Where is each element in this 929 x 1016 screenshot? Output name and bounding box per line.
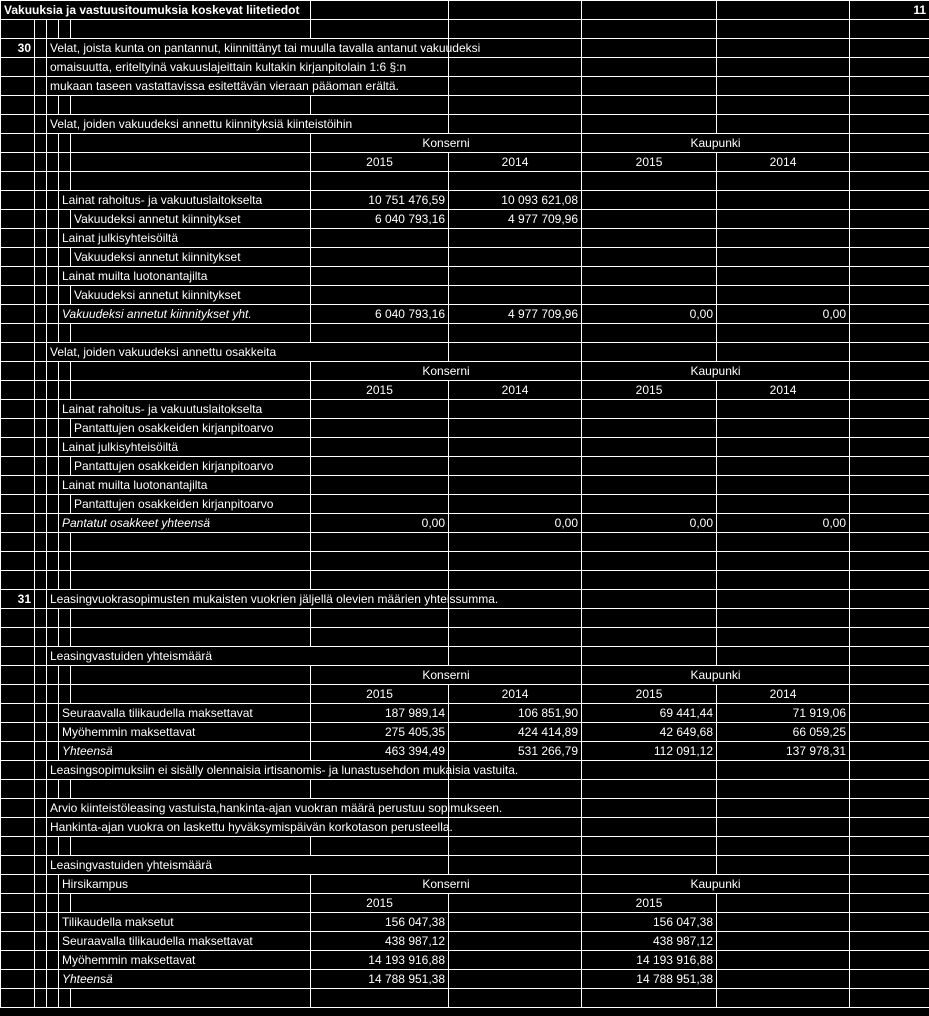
cell-value	[717, 210, 850, 229]
page-number: 11	[850, 1, 929, 20]
cell-value: 0,00	[717, 514, 850, 533]
sectionA-konserni-header: Konserni	[311, 134, 582, 153]
year-header: 2015	[582, 381, 717, 400]
cell-value: 10 751 476,59	[311, 191, 449, 210]
cell-value: 106 851,90	[449, 704, 582, 723]
row-label: Myöhemmin maksettavat	[59, 723, 311, 742]
cell-value: 0,00	[582, 305, 717, 324]
cell-value	[449, 438, 582, 457]
table-row	[1, 951, 929, 970]
cell-value: 14 788 951,38	[311, 970, 449, 989]
note30-desc-row	[1, 39, 929, 58]
cell-value	[449, 229, 582, 248]
cell-value	[311, 495, 449, 514]
cell-value	[449, 248, 582, 267]
cell-value	[311, 438, 449, 457]
cell-value: 156 047,38	[582, 913, 717, 932]
cell-value	[717, 419, 850, 438]
year-header: 2014	[717, 685, 850, 704]
cell-value	[582, 457, 717, 476]
year-header: 2014	[449, 685, 582, 704]
table-row	[1, 229, 929, 248]
cell-value: 438 987,12	[311, 932, 449, 951]
cell-value: 14 193 916,88	[582, 951, 717, 970]
cell-value: 438 987,12	[582, 932, 717, 951]
cell-value: 463 394,49	[311, 742, 449, 761]
note31-text-3: Hankinta-ajan vuokra on laskettu hyväksymispäivän korkotason perusteella.	[47, 818, 449, 837]
cell-value	[717, 191, 850, 210]
cell-value	[717, 438, 850, 457]
note30-desc-3: mukaan taseen vastattavissa esitettävän vieraan pääoman erältä.	[47, 77, 449, 96]
row-label: Pantatut osakkeet yhteensä	[59, 514, 311, 533]
cell-value	[582, 419, 717, 438]
table-row	[1, 305, 929, 324]
cell-value	[311, 400, 449, 419]
table-row	[1, 210, 929, 229]
hirsi-konserni-header: Konserni	[311, 875, 582, 894]
cell-value	[717, 476, 850, 495]
cell-value: 156 047,38	[311, 913, 449, 932]
table-row	[1, 495, 929, 514]
hirsi-title: Leasingvastuiden yhteismäärä	[47, 856, 449, 875]
cell-value	[449, 495, 582, 514]
cell-value: 137 978,31	[717, 742, 850, 761]
page-title: Vakuuksia ja vastuusitoumuksia koskevat liitetiedot	[1, 1, 311, 20]
cell-value	[717, 400, 850, 419]
year-header: 2014	[449, 381, 582, 400]
cell-value: 42 649,68	[582, 723, 717, 742]
row-label: Vakuudeksi annetut kiinnitykset	[71, 286, 311, 305]
year-header: 2014	[717, 153, 850, 172]
cell-value	[717, 457, 850, 476]
row-label: Pantattujen osakkeiden kirjanpitoarvo	[71, 419, 311, 438]
cell-value: 10 093 621,08	[449, 191, 582, 210]
cell-value: 14 788 951,38	[582, 970, 717, 989]
table-row	[1, 191, 929, 210]
cell-value	[449, 286, 582, 305]
cell-value: 4 977 709,96	[449, 210, 582, 229]
cell-value	[449, 457, 582, 476]
cell-value: 69 441,44	[582, 704, 717, 723]
cell-value: 6 040 793,16	[311, 305, 449, 324]
year-header: 2015	[582, 153, 717, 172]
table-row	[1, 267, 929, 286]
cell-value	[582, 229, 717, 248]
cell-value	[311, 267, 449, 286]
row-label: Lainat muilta luotonantajilta	[59, 476, 311, 495]
table-row	[1, 248, 929, 267]
cell-value: 6 040 793,16	[311, 210, 449, 229]
cell-value	[311, 248, 449, 267]
sectionB-konserni-header: Konserni	[311, 362, 582, 381]
cell-value	[582, 286, 717, 305]
leasing-title: Leasingvastuiden yhteismäärä	[47, 647, 449, 666]
cell-value	[582, 267, 717, 286]
year-header: 2014	[449, 153, 582, 172]
note31-desc-row	[1, 590, 929, 609]
row-label: Seuraavalla tilikaudella maksettavat	[59, 932, 311, 951]
table-row	[1, 419, 929, 438]
cell-value	[449, 476, 582, 495]
cell-value	[311, 457, 449, 476]
cell-value: 0,00	[582, 514, 717, 533]
cell-value	[582, 400, 717, 419]
year-header: 2015	[311, 153, 449, 172]
row-label: Yhteensä	[59, 970, 311, 989]
cell-value	[717, 267, 850, 286]
row-label: Seuraavalla tilikaudella maksettavat	[59, 704, 311, 723]
cell-value	[582, 495, 717, 514]
leasing-kaupunki-header: Kaupunki	[582, 666, 850, 685]
row-label: Vakuudeksi annetut kiinnitykset	[71, 210, 311, 229]
note30-desc-2: omaisuutta, eriteltyinä vakuuslajeittain kultakin kirjanpitolain 1:6 §:n	[47, 58, 449, 77]
note31-number: 31	[1, 590, 35, 609]
cell-value	[311, 419, 449, 438]
note30-desc-1: Velat, joista kunta on pantannut, kiinnittänyt tai muulla tavalla antanut vakuudeksi	[47, 39, 449, 58]
row-label: Lainat julkisyhteisöiltä	[59, 229, 311, 248]
cell-value: 0,00	[311, 514, 449, 533]
sectionB-kaupunki-header: Kaupunki	[582, 362, 850, 381]
sectionA-title: Velat, joiden vakuudeksi annettu kiinnityksiä kiinteistöihin	[47, 115, 449, 134]
cell-value	[717, 286, 850, 305]
table-row	[1, 742, 929, 761]
year-header: 2015	[582, 894, 717, 913]
table-row	[1, 438, 929, 457]
row-label: Lainat rahoitus- ja vakuutuslaitokselta	[59, 191, 311, 210]
cell-value: 0,00	[449, 514, 582, 533]
row-label: Lainat julkisyhteisöiltä	[59, 438, 311, 457]
row-label: Tilikaudella maksetut	[59, 913, 311, 932]
cell-value	[582, 438, 717, 457]
cell-value: 112 091,12	[582, 742, 717, 761]
cell-value: 71 919,06	[717, 704, 850, 723]
year-header: 2015	[311, 685, 449, 704]
row-label: Lainat muilta luotonantajilta	[59, 267, 311, 286]
cell-value: 275 405,35	[311, 723, 449, 742]
cell-value	[311, 229, 449, 248]
table-row	[1, 476, 929, 495]
note31-desc: Leasingvuokrasopimusten mukaisten vuokrien jäljellä olevien määrien yhteissumma.	[47, 590, 449, 609]
cell-value	[717, 495, 850, 514]
table-row	[1, 457, 929, 476]
cell-value	[582, 476, 717, 495]
year-header: 2015	[582, 685, 717, 704]
cell-value: 14 193 916,88	[311, 951, 449, 970]
row-label: Pantattujen osakkeiden kirjanpitoarvo	[71, 495, 311, 514]
table-row	[1, 723, 929, 742]
note30-number: 30	[1, 39, 35, 58]
year-header: 2015	[311, 894, 449, 913]
row-label: Myöhemmin maksettavat	[59, 951, 311, 970]
table-row	[1, 286, 929, 305]
cell-value: 4 977 709,96	[449, 305, 582, 324]
cell-value	[582, 191, 717, 210]
header-row	[1, 1, 929, 20]
table-row	[1, 400, 929, 419]
row-label: Yhteensä	[59, 742, 311, 761]
cell-value	[449, 267, 582, 286]
cell-value	[582, 210, 717, 229]
cell-value	[311, 476, 449, 495]
year-header: 2015	[311, 381, 449, 400]
cell-value	[582, 248, 717, 267]
table-row	[1, 932, 929, 951]
cell-value: 424 414,89	[449, 723, 582, 742]
row-label: Lainat rahoitus- ja vakuutuslaitokselta	[59, 400, 311, 419]
year-header: 2014	[717, 381, 850, 400]
cell-value	[717, 229, 850, 248]
cell-value: 531 266,79	[449, 742, 582, 761]
cell-value	[449, 419, 582, 438]
hirsi-name: Hirsikampus	[59, 875, 311, 894]
note31-text-1: Leasingsopimuksiin ei sisälly olennaisia irtisanomis- ja lunastusehdon mukaisia vastuita.	[47, 761, 449, 780]
cell-value	[449, 400, 582, 419]
cell-value: 187 989,14	[311, 704, 449, 723]
table-row	[1, 913, 929, 932]
row-label: Pantattujen osakkeiden kirjanpitoarvo	[71, 457, 311, 476]
note31-text-2: Arvio kiinteistöleasing vastuista,hankinta-ajan vuokran määrä perustuu sopimukseen.	[47, 799, 449, 818]
table-row	[1, 514, 929, 533]
cell-value: 66 059,25	[717, 723, 850, 742]
row-label: Vakuudeksi annetut kiinnitykset yht.	[59, 305, 311, 324]
table-row	[1, 970, 929, 989]
sectionB-title: Velat, joiden vakuudeksi annettu osakkeita	[47, 343, 449, 362]
cell-value	[311, 286, 449, 305]
cell-value: 0,00	[717, 305, 850, 324]
sectionA-kaupunki-header: Kaupunki	[582, 134, 850, 153]
cell-value	[717, 248, 850, 267]
leasing-konserni-header: Konserni	[311, 666, 582, 685]
hirsi-kaupunki-header: Kaupunki	[582, 875, 850, 894]
table-row	[1, 704, 929, 723]
row-label: Vakuudeksi annetut kiinnitykset	[71, 248, 311, 267]
